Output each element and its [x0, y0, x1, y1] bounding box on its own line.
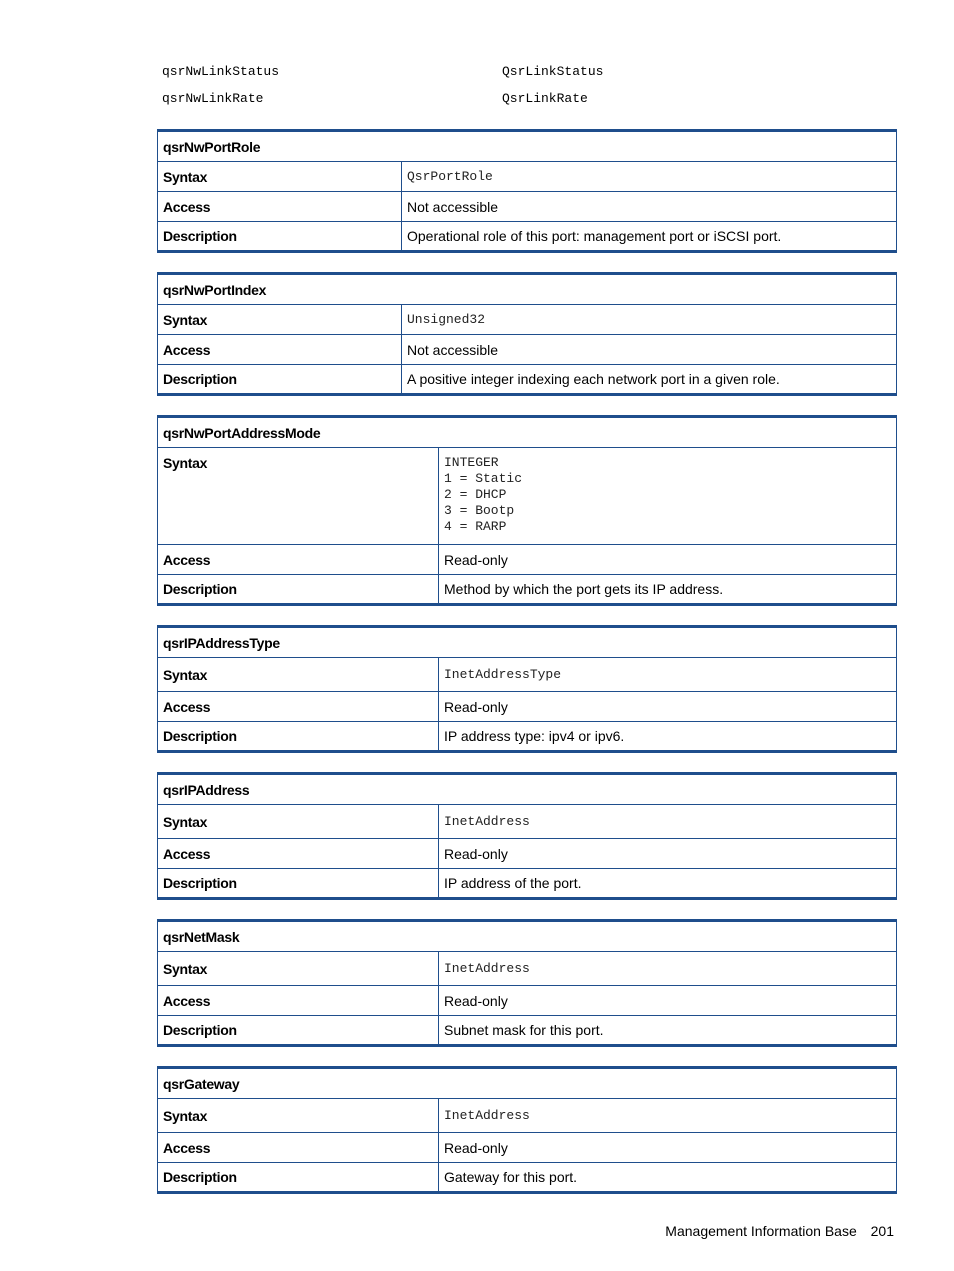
description-value: Subnet mask for this port. [439, 1016, 897, 1046]
access-label: Access [158, 1133, 439, 1163]
mib-table-port-role [157, 129, 897, 253]
syntax-label: Syntax [158, 305, 402, 335]
description-label: Description [158, 869, 439, 899]
mib-table-ip-address [157, 772, 897, 900]
access-value: Read-only [439, 545, 897, 575]
syntax-value: Unsigned32 [402, 305, 897, 335]
table-title: qsrNwPortAddressMode [158, 417, 897, 448]
table-title: qsrIPAddressType [158, 627, 897, 658]
mib-table-ip-address-type [157, 625, 897, 753]
object-type: QsrLinkStatus [502, 64, 604, 79]
access-label: Access [158, 192, 402, 222]
table-title: qsrGateway [158, 1068, 897, 1099]
syntax-label: Syntax [158, 952, 439, 986]
syntax-value: InetAddress [439, 805, 897, 839]
syntax-label: Syntax [158, 162, 402, 192]
syntax-value: QsrPortRole [402, 162, 897, 192]
syntax-value: InetAddress [439, 952, 897, 986]
top-row-link-rate [162, 91, 862, 109]
syntax-label: Syntax [158, 1099, 439, 1133]
mib-table-port-index [157, 272, 897, 396]
table-title: qsrIPAddress [158, 774, 897, 805]
description-value: IP address of the port. [439, 869, 897, 899]
syntax-label: Syntax [158, 448, 439, 545]
syntax-line: 1 = Static [444, 471, 523, 486]
mib-table-gateway [157, 1066, 897, 1194]
description-label: Description [158, 365, 402, 395]
mib-table-net-mask [157, 919, 897, 1047]
description-label: Description [158, 1163, 439, 1193]
access-label: Access [158, 839, 439, 869]
top-row-link-status [162, 64, 862, 82]
access-label: Access [158, 545, 439, 575]
description-value: Operational role of this port: management port or iSCSI port. [402, 222, 897, 252]
description-label: Description [158, 1016, 439, 1046]
access-value: Not accessible [402, 335, 897, 365]
object-name: qsrNwLinkStatus [162, 64, 280, 79]
table-title: qsrNetMask [158, 921, 897, 952]
description-value: IP address type: ipv4 or ipv6. [439, 722, 897, 752]
syntax-label: Syntax [158, 658, 439, 692]
access-label: Access [158, 335, 402, 365]
description-label: Description [158, 575, 439, 605]
syntax-line: 2 = DHCP [444, 487, 507, 502]
object-type: QsrLinkRate [502, 91, 588, 106]
description-value: A positive integer indexing each network port in a given role. [402, 365, 897, 395]
access-value: Read-only [439, 986, 897, 1016]
mib-table-port-address-mode [157, 415, 897, 606]
table-title: qsrNwPortRole [158, 131, 897, 162]
description-value: Method by which the port gets its IP address. [439, 575, 897, 605]
description-label: Description [158, 722, 439, 752]
access-value: Read-only [439, 1133, 897, 1163]
syntax-line: 3 = Bootp [444, 503, 515, 518]
access-label: Access [158, 986, 439, 1016]
access-label: Access [158, 692, 439, 722]
page-footer [655, 1223, 894, 1239]
object-name: qsrNwLinkRate [162, 91, 264, 106]
access-value: Read-only [439, 692, 897, 722]
syntax-label: Syntax [158, 805, 439, 839]
description-label: Description [158, 222, 402, 252]
access-value: Not accessible [402, 192, 897, 222]
syntax-value-list [439, 448, 897, 545]
syntax-line: 4 = RARP [444, 519, 507, 534]
page-number: 201 [870, 1223, 894, 1239]
footer-title: Management Information Base [665, 1223, 857, 1239]
description-value: Gateway for this port. [439, 1163, 897, 1193]
access-value: Read-only [439, 839, 897, 869]
syntax-value: InetAddress [439, 1099, 897, 1133]
table-title: qsrNwPortIndex [158, 274, 897, 305]
syntax-value: InetAddressType [439, 658, 897, 692]
syntax-line: INTEGER [444, 455, 499, 470]
